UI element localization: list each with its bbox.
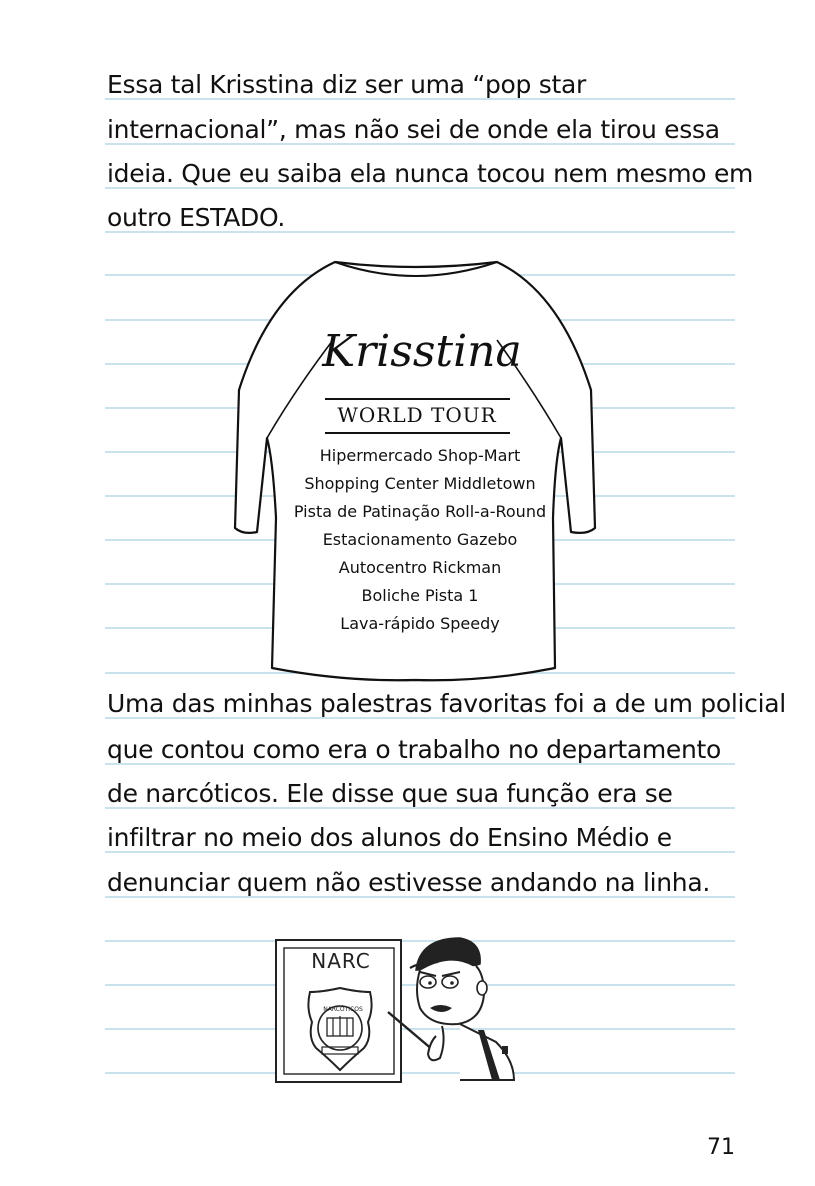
tour-rule-top (325, 398, 510, 400)
paragraph-1-line-2: internacional”, mas não sei de onde ela tirou essa (107, 115, 720, 144)
paragraph-2-line-5: denunciar quem não estivesse andando na linha. (107, 868, 710, 897)
venue-item: Pista de Patinação Roll-a-Round (293, 502, 547, 521)
paragraph-2-line-3: de narcóticos. Ele disse que sua função era se (107, 779, 673, 808)
venue-item: Shopping Center Middletown (304, 474, 536, 493)
page-number: 71 (707, 1135, 735, 1160)
paragraph-2-line-1: Uma das minhas palestras favoritas foi a de um policial (107, 689, 786, 718)
venue-item: Estacionamento Gazebo (322, 530, 518, 549)
shirt-brand-title: Krisstina (322, 326, 522, 377)
venue-item: Lava-rápido Speedy (340, 614, 500, 633)
narc-sign-text: NARC (311, 949, 371, 973)
venue-item: Autocentro Rickman (338, 558, 502, 577)
venue-item: Hipermercado Shop-Mart (319, 446, 521, 465)
paragraph-2-line-4: infiltrar no meio dos alunos do Ensino Médio e (107, 823, 672, 852)
badge-text: NARCÓTICOS (323, 1006, 363, 1013)
tour-rule-bottom (325, 432, 510, 434)
paragraph-2-line-2: que contou como era o trabalho no departamento (107, 735, 722, 764)
officer-figure (410, 938, 514, 1080)
shirt-tour-label: WORLD TOUR (337, 403, 497, 427)
paragraph-1-line-4: outro ESTADO. (107, 203, 285, 232)
paragraph-1-line-3: ideia. Que eu saiba ela nunca tocou nem mesmo em (107, 159, 754, 188)
venue-item: Boliche Pista 1 (361, 586, 479, 605)
paragraph-1-line-1: Essa tal Krisstina diz ser uma “pop star (107, 70, 586, 99)
